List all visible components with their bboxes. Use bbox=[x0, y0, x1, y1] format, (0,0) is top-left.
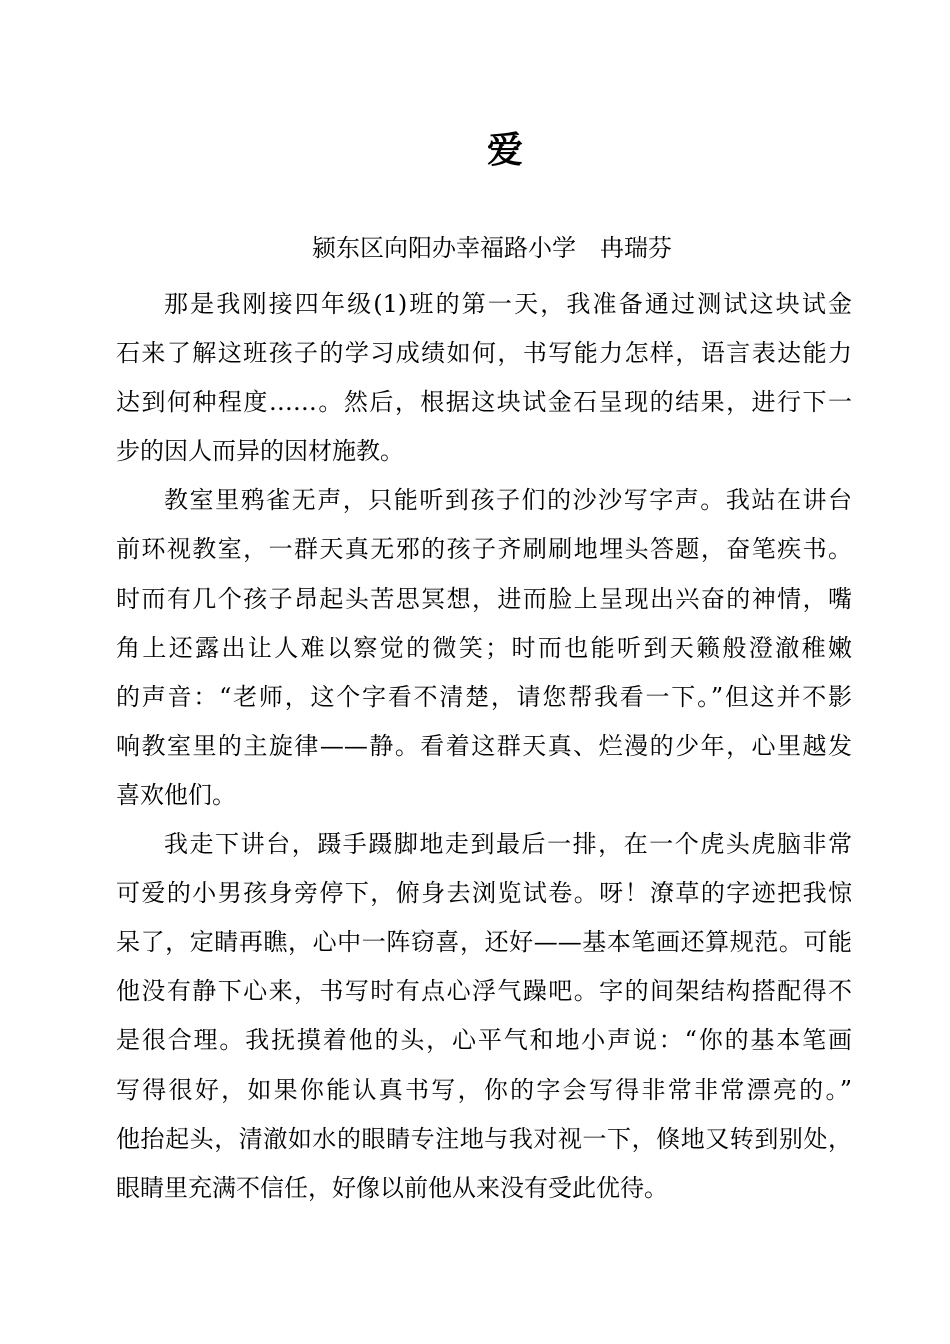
document-body bbox=[116, 280, 852, 1213]
text-line: 我走下讲台，蹑手蹑脚地走到最后一排，在一个虎头虎脑非常 bbox=[164, 830, 852, 859]
text-line: 的声音：“老师，这个字看不清楚，请您帮我看一下。”但这并不影 bbox=[116, 682, 852, 711]
text-line: 是很合理。我抚摸着他的头，心平气和地小声说：“你的基本笔画 bbox=[116, 1026, 852, 1055]
author-byline: 颍东区向阳办幸福路小学 冉瑞芬 bbox=[312, 234, 672, 262]
text-line: 石来了解这班孩子的学习成绩如何，书写能力怎样，语言表达能力 bbox=[116, 339, 852, 368]
text-line: 教室里鸦雀无声，只能听到孩子们的沙沙写字声。我站在讲台 bbox=[164, 486, 852, 515]
text-line: 达到何种程度……。然后，根据这块试金石呈现的结果，进行下一 bbox=[116, 388, 852, 417]
text-line: 他抬起头，清澈如水的眼睛专注地与我对视一下，倏地又转到别处， bbox=[116, 1124, 852, 1153]
text-line: 眼睛里充满不信任，好像以前他从来没有受此优待。 bbox=[116, 1173, 668, 1202]
document-title: 爱 bbox=[486, 130, 523, 171]
paragraph-2 bbox=[116, 476, 852, 820]
text-line: 喜欢他们。 bbox=[116, 780, 236, 809]
text-line: 他没有静下心来，书写时有点心浮气躁吧。字的间架结构搭配得不 bbox=[116, 977, 852, 1006]
text-line: 步的因人而异的因材施教。 bbox=[116, 437, 404, 466]
text-line: 写得很好，如果你能认真书写，你的字会写得非常非常漂亮的。” bbox=[116, 1075, 852, 1104]
text-line: 可爱的小男孩身旁停下，俯身去浏览试卷。呀！潦草的字迹把我惊 bbox=[116, 879, 852, 908]
text-line: 前环视教室，一群天真无邪的孩子齐刷刷地埋头答题，奋笔疾书。 bbox=[116, 535, 852, 564]
text-line: 响教室里的主旋律——静。看着这群天真、烂漫的少年，心里越发 bbox=[116, 731, 852, 760]
paragraph-3 bbox=[116, 820, 852, 1213]
paragraph-1 bbox=[116, 280, 852, 476]
text-line: 那是我刚接四年级(1)班的第一天，我准备通过测试这块试金 bbox=[164, 290, 852, 318]
text-line: 角上还露出让人难以察觉的微笑；时而也能听到天籁般澄澈稚嫩 bbox=[116, 633, 852, 662]
text-line: 时而有几个孩子昂起头苦思冥想，进而脸上呈现出兴奋的神情，嘴 bbox=[116, 584, 852, 613]
text-line: 呆了，定睛再瞧，心中一阵窃喜，还好——基本笔画还算规范。可能 bbox=[116, 928, 852, 957]
